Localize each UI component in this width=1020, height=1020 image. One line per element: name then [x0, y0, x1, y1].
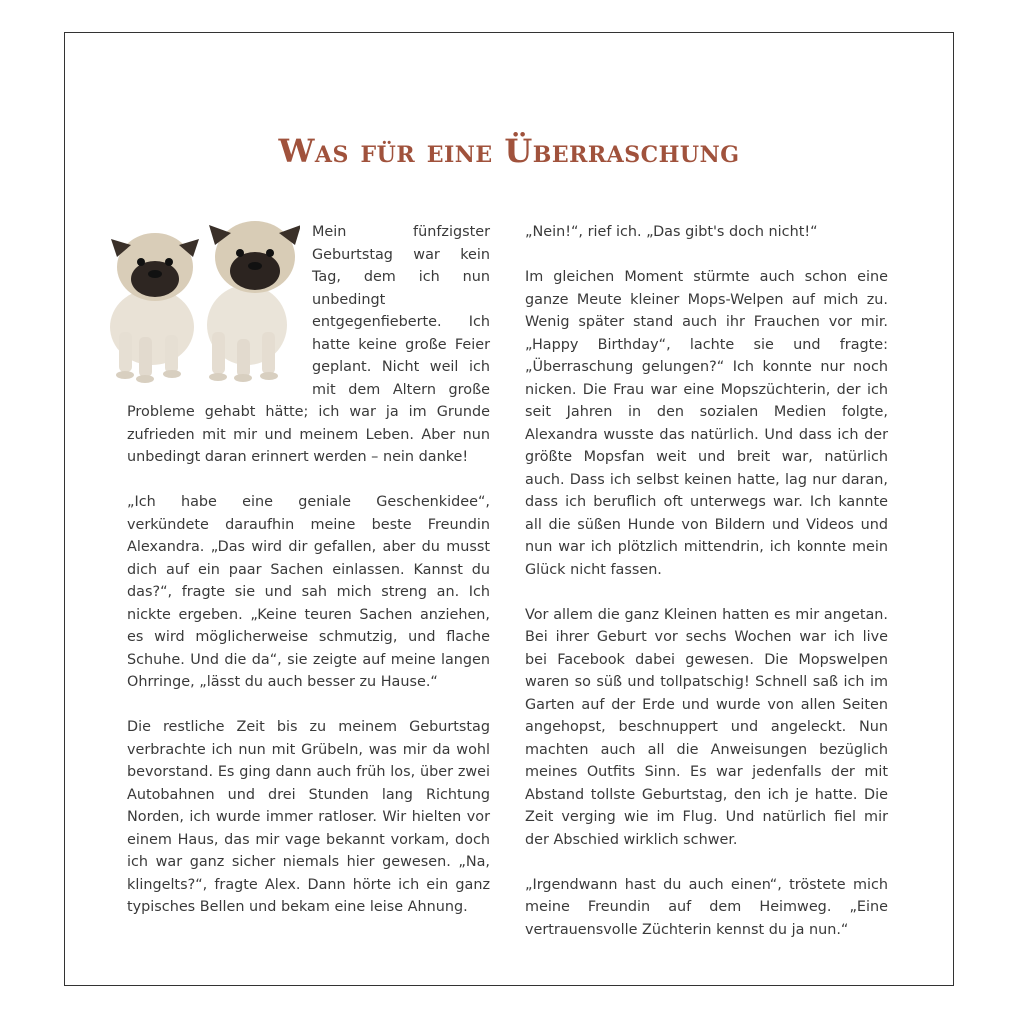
right-paragraph-2: Im gleichen Moment stürmte auch schon eine ganze Meute kleiner Mops-Welpen auf mich zu. Wenig später stand auch ihr Frauchen vor mir. „Happy Birthday“, lachte sie und fragte: „Überraschung gelungen?“ Ich konnte nur noch nicken. Die Frau war eine Mopszüchterin, der ich seit Jahren in den sozialen Medien folgte, Alexandra wusste das natürlich. Und dass ich der größte Mopsfan weit und breit war, natürlich auch. Dass ich selbst keinen hatte, lag nur daran, dass ich beruflich oft unterwegs war. Ich kannte all die süßen Hunde von Bildern und Videos und nun war ich plötzlich mittendrin, ich konnte mein Glück nicht fassen.	[525, 269, 888, 578]
article-title: Was für eine Überraschung	[278, 132, 740, 170]
left-paragraph-2: „Ich habe eine geniale Geschenkidee“, verkündete daraufhin meine beste Freundin Alexandra. „Das wird dir gefallen, aber du musst dich auf ein paar Sachen einlassen. Kannst du das?“, fragte sie und sah mich streng an. Ich nickte ergeben. „Keine teuren Sachen anziehen, es wird möglicherweise schmutzig, und flache Schuhe. Und die da“, sie zeigte auf meine langen Ohrringe, „lässt du auch besser zu Hause.“	[127, 494, 490, 690]
right-paragraph-1: „Nein!“, rief ich. „Das gibt's doch nicht!“	[525, 224, 818, 240]
pug-puppy-right	[207, 221, 300, 382]
right-column	[525, 221, 888, 964]
left-column	[127, 221, 490, 941]
right-paragraph-4: „Irgendwann hast du auch einen“, tröstete mich meine Freundin auf dem Heimweg. „Eine vertrauensvolle Züchterin kennst du ja nun.“	[525, 876, 888, 938]
right-paragraph-3: Vor allem die ganz Kleinen hatten es mir angetan. Bei ihrer Geburt vor sechs Wochen war ich live bei Facebook dabei gewesen. Die Mopswelpen waren so süß und tollpatschig! Schnell saß ich im Garten auf der Erde und wurde von allen Seiten angehopst, beschnuppert und angeleckt. Nun machten auch all die Anweisungen bezüglich meines Outfits Sinn. Es war jedenfalls der mit Abstand tollste Geburtstag, den ich je hatte. Die Zeit verging wie im Flug. Und natürlich fiel mir der Abschied wirklich schwer.	[525, 606, 888, 848]
left-paragraph-3: Die restliche Zeit bis zu meinem Geburtstag verbrachte ich nun mit Grübeln, was mir da wohl bevorstand. Es ging dann auch früh los, über zwei Autobahnen und drei Stunden lang Richtung Norden, ich wurde immer ratloser. Wir hielten vor einem Haus, das mir vage bekannt vorkam, doch ich war ganz sicher niemals hier gewesen. „Na, klingelts?“, fragte Alex. Dann hörte ich ein ganz typisches Bellen und bekam eine leise Ahnung.	[127, 719, 490, 915]
left-paragraph-1: Mein fünfzigster Geburtstag war kein Tag, dem ich nun unbedingt entgegenfieberte. Ich hatte keine große Feier geplant. Nicht weil ich mit dem Altern große Probleme gehabt hätte; ich war ja im Grunde zufrieden mit mir und meinem Leben. Aber nun unbedingt daran erinnert werden – nein danke!	[127, 224, 490, 465]
pug-puppies-photo	[97, 217, 300, 385]
pug-puppy-left	[110, 233, 199, 383]
